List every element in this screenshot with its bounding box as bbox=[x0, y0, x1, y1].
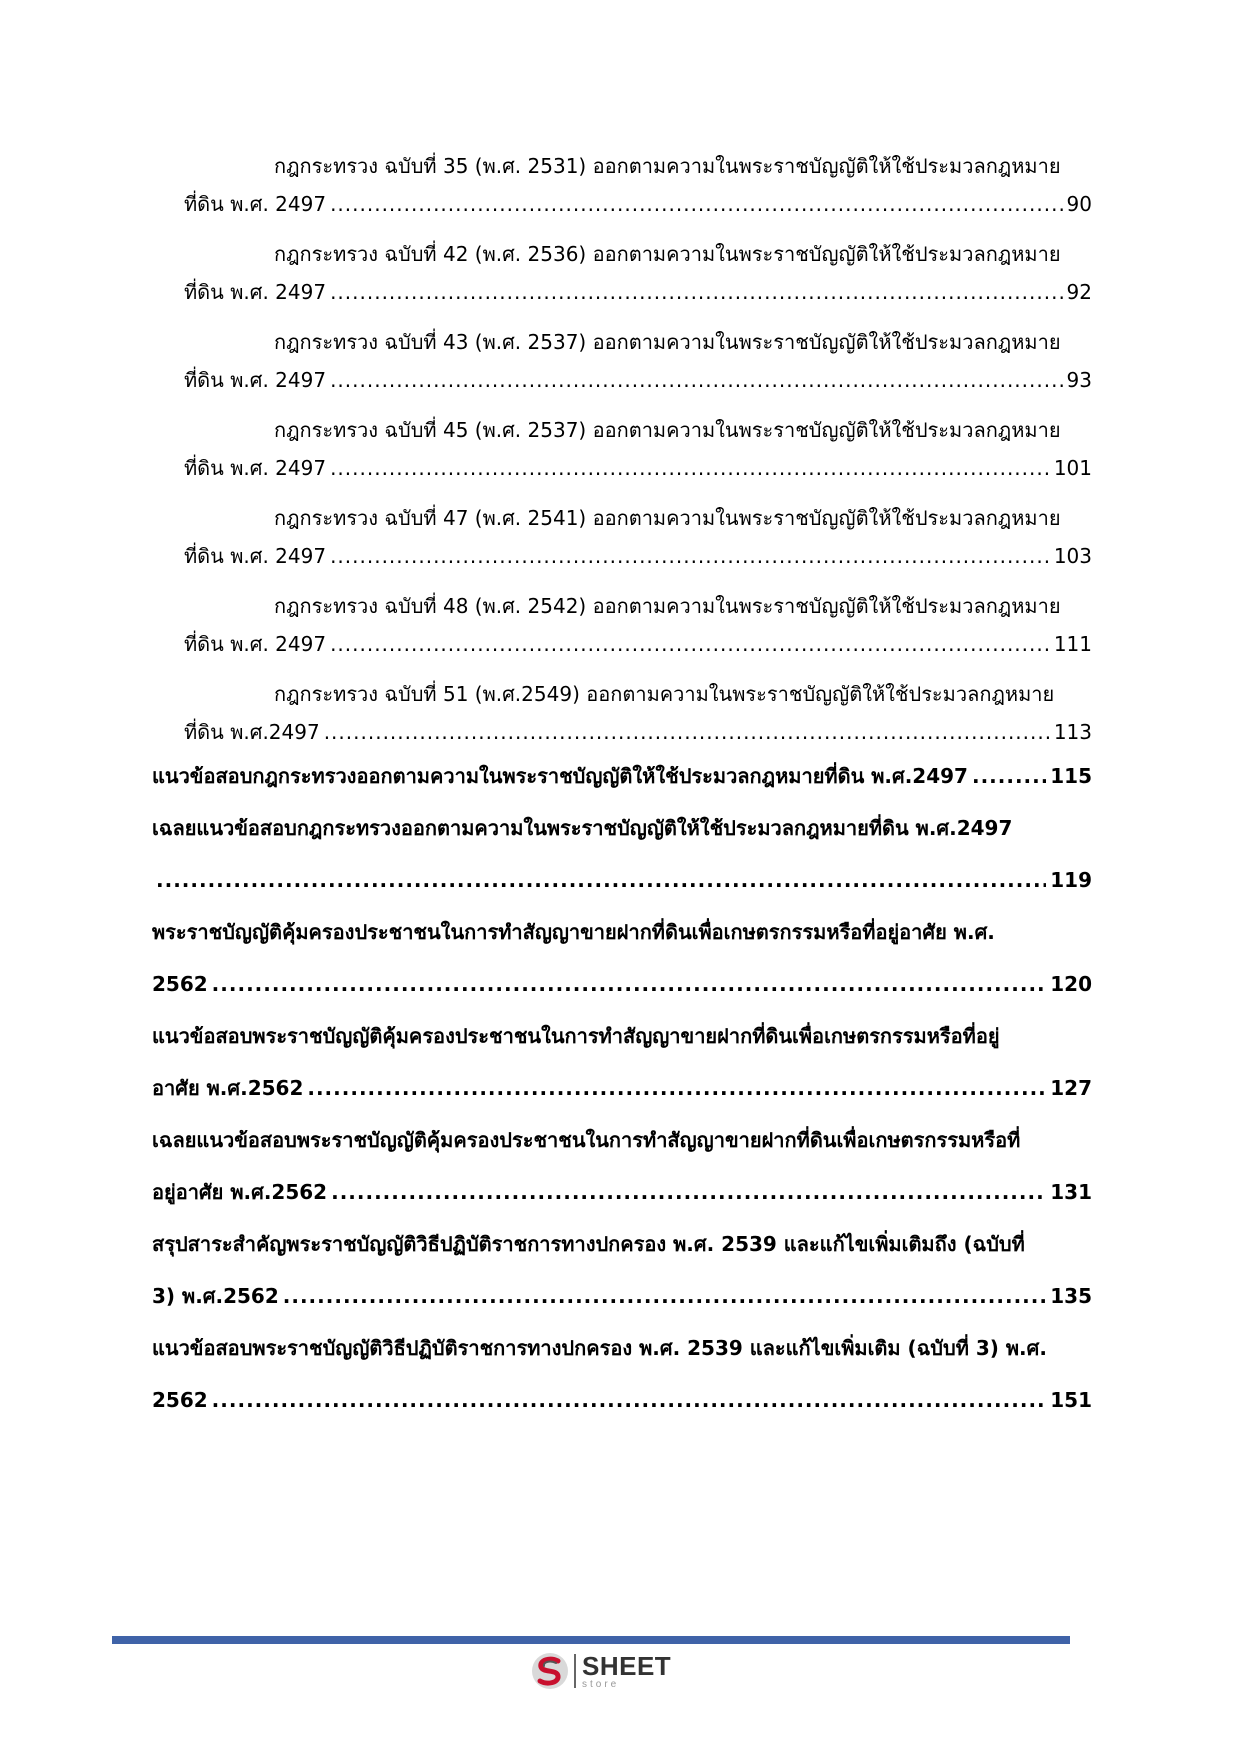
toc-entry-main[interactable] bbox=[152, 760, 1092, 812]
toc-entry-line1: กฎกระทรวง ฉบับที่ 51 (พ.ศ.2549) ออกตามความในพระราชบัญญัติให้ใช้ประมวลกฎหมาย bbox=[274, 682, 1055, 706]
dot-leader bbox=[330, 364, 1062, 396]
table-of-contents bbox=[152, 150, 1092, 1436]
dot-leader bbox=[324, 716, 1050, 748]
logo-word: SHEET bbox=[582, 1650, 672, 1681]
toc-entry-main[interactable] bbox=[152, 1228, 1092, 1332]
logo-subword: store bbox=[582, 1678, 620, 1690]
toc-entry[interactable] bbox=[152, 414, 1092, 502]
toc-entry-main[interactable] bbox=[152, 1124, 1092, 1228]
dot-leader bbox=[330, 452, 1050, 484]
toc-entry[interactable] bbox=[152, 326, 1092, 414]
toc-entry-line2: 2562 bbox=[152, 1388, 208, 1412]
toc-page-number: 93 bbox=[1066, 368, 1092, 392]
dot-leader bbox=[331, 1176, 1046, 1208]
toc-page-number: 131 bbox=[1050, 1180, 1092, 1204]
toc-entry-line2: ที่ดิน พ.ศ. 2497 bbox=[184, 632, 327, 656]
toc-entry-line1: กฎกระทรวง ฉบับที่ 35 (พ.ศ. 2531) ออกตามความในพระราชบัญญัติให้ใช้ประมวลกฎหมาย bbox=[274, 154, 1061, 178]
toc-entry[interactable] bbox=[152, 238, 1092, 326]
toc-entry-line2: ที่ดิน พ.ศ. 2497 bbox=[184, 192, 327, 216]
toc-entry[interactable] bbox=[152, 502, 1092, 590]
dot-leader bbox=[972, 760, 1046, 792]
toc-page-number: 103 bbox=[1053, 544, 1092, 568]
toc-entry[interactable] bbox=[152, 150, 1092, 238]
toc-entry-main[interactable] bbox=[152, 1332, 1092, 1436]
dot-leader bbox=[330, 540, 1050, 572]
toc-entry-line2: ที่ดิน พ.ศ.2497 bbox=[184, 720, 320, 744]
toc-entry-main[interactable] bbox=[152, 812, 1092, 916]
toc-entry-line1: เฉลยแนวข้อสอบพระราชบัญญัติคุ้มครองประชาชนในการทำสัญญาขายฝากที่ดินเพื่อเกษตรกรรมหรือที่ bbox=[152, 1128, 1021, 1152]
toc-entry-line2: ที่ดิน พ.ศ. 2497 bbox=[184, 456, 327, 480]
dot-leader bbox=[330, 628, 1050, 660]
toc-entry-line2: ที่ดิน พ.ศ. 2497 bbox=[184, 544, 327, 568]
toc-entry-line1: สรุปสาระสำคัญพระราชบัญญัติวิธีปฏิบัติราชการทางปกครอง พ.ศ. 2539 และแก้ไขเพิ่มเติมถึง (ฉบับที่ bbox=[152, 1232, 1025, 1256]
toc-entry-line2: อาศัย พ.ศ.2562 bbox=[152, 1076, 304, 1100]
toc-page-number: 90 bbox=[1066, 192, 1092, 216]
toc-entry-line2: ที่ดิน พ.ศ. 2497 bbox=[184, 368, 327, 392]
toc-entry-line2: 2562 bbox=[152, 972, 208, 996]
toc-page-number: 113 bbox=[1053, 720, 1092, 744]
toc-entry-line1: เฉลยแนวข้อสอบกฎกระทรวงออกตามความในพระราชบัญญัติให้ใช้ประมวลกฎหมายที่ดิน พ.ศ.2497 bbox=[152, 816, 1013, 840]
toc-page-number: 101 bbox=[1053, 456, 1092, 480]
sheet-store-logo bbox=[530, 1650, 671, 1692]
toc-page-number: 92 bbox=[1066, 280, 1092, 304]
sheet-store-s-icon bbox=[530, 1651, 570, 1691]
logo-divider bbox=[574, 1654, 576, 1688]
toc-entry-line1: พระราชบัญญัติคุ้มครองประชาชนในการทำสัญญาขายฝากที่ดินเพื่อเกษตรกรรมหรือที่อยู่อาศัย พ.ศ. bbox=[152, 920, 995, 944]
dot-leader bbox=[212, 1384, 1047, 1416]
toc-page-number: 119 bbox=[1050, 868, 1092, 892]
toc-page-number: 127 bbox=[1050, 1076, 1092, 1100]
dot-leader bbox=[330, 188, 1062, 220]
toc-entry-line1: กฎกระทรวง ฉบับที่ 42 (พ.ศ. 2536) ออกตามความในพระราชบัญญัติให้ใช้ประมวลกฎหมาย bbox=[274, 242, 1061, 266]
toc-page-number: 151 bbox=[1050, 1388, 1092, 1412]
dot-leader bbox=[212, 968, 1047, 1000]
toc-page-number: 115 bbox=[1050, 764, 1092, 788]
toc-entry-title: แนวข้อสอบกฎกระทรวงออกตามความในพระราชบัญญัติให้ใช้ประมวลกฎหมายที่ดิน พ.ศ.2497 bbox=[152, 764, 968, 788]
toc-entry-line1: แนวข้อสอบพระราชบัญญัติวิธีปฏิบัติราชการทางปกครอง พ.ศ. 2539 และแก้ไขเพิ่มเติม (ฉบับที่ 3) พ.ศ. bbox=[152, 1336, 1047, 1360]
toc-entry-line2: ที่ดิน พ.ศ. 2497 bbox=[184, 280, 327, 304]
toc-entry-line1: กฎกระทรวง ฉบับที่ 48 (พ.ศ. 2542) ออกตามความในพระราชบัญญัติให้ใช้ประมวลกฎหมาย bbox=[274, 594, 1061, 618]
toc-entry[interactable] bbox=[152, 678, 1092, 760]
dot-leader bbox=[307, 1072, 1046, 1104]
toc-entry-line1: กฎกระทรวง ฉบับที่ 45 (พ.ศ. 2537) ออกตามความในพระราชบัญญัติให้ใช้ประมวลกฎหมาย bbox=[274, 418, 1061, 442]
toc-entry-main[interactable] bbox=[152, 916, 1092, 1020]
toc-page-number: 111 bbox=[1053, 632, 1092, 656]
toc-page-number: 135 bbox=[1050, 1284, 1092, 1308]
dot-leader bbox=[330, 276, 1062, 308]
logo-text bbox=[582, 1650, 672, 1690]
toc-entry-line1: แนวข้อสอบพระราชบัญญัติคุ้มครองประชาชนในการทำสัญญาขายฝากที่ดินเพื่อเกษตรกรรมหรือที่อยู่ bbox=[152, 1024, 1000, 1048]
toc-entry-line2: 3) พ.ศ.2562 bbox=[152, 1284, 279, 1308]
toc-entry-line1: กฎกระทรวง ฉบับที่ 43 (พ.ศ. 2537) ออกตามความในพระราชบัญญัติให้ใช้ประมวลกฎหมาย bbox=[274, 330, 1061, 354]
toc-entry-line1: กฎกระทรวง ฉบับที่ 47 (พ.ศ. 2541) ออกตามความในพระราชบัญญัติให้ใช้ประมวลกฎหมาย bbox=[274, 506, 1061, 530]
toc-entry[interactable] bbox=[152, 590, 1092, 678]
toc-entry-main[interactable] bbox=[152, 1020, 1092, 1124]
toc-entry-line2: อยู่อาศัย พ.ศ.2562 bbox=[152, 1180, 328, 1204]
dot-leader bbox=[156, 864, 1046, 896]
toc-page-number: 120 bbox=[1050, 972, 1092, 996]
footer-divider bbox=[112, 1636, 1070, 1644]
dot-leader bbox=[283, 1280, 1046, 1312]
